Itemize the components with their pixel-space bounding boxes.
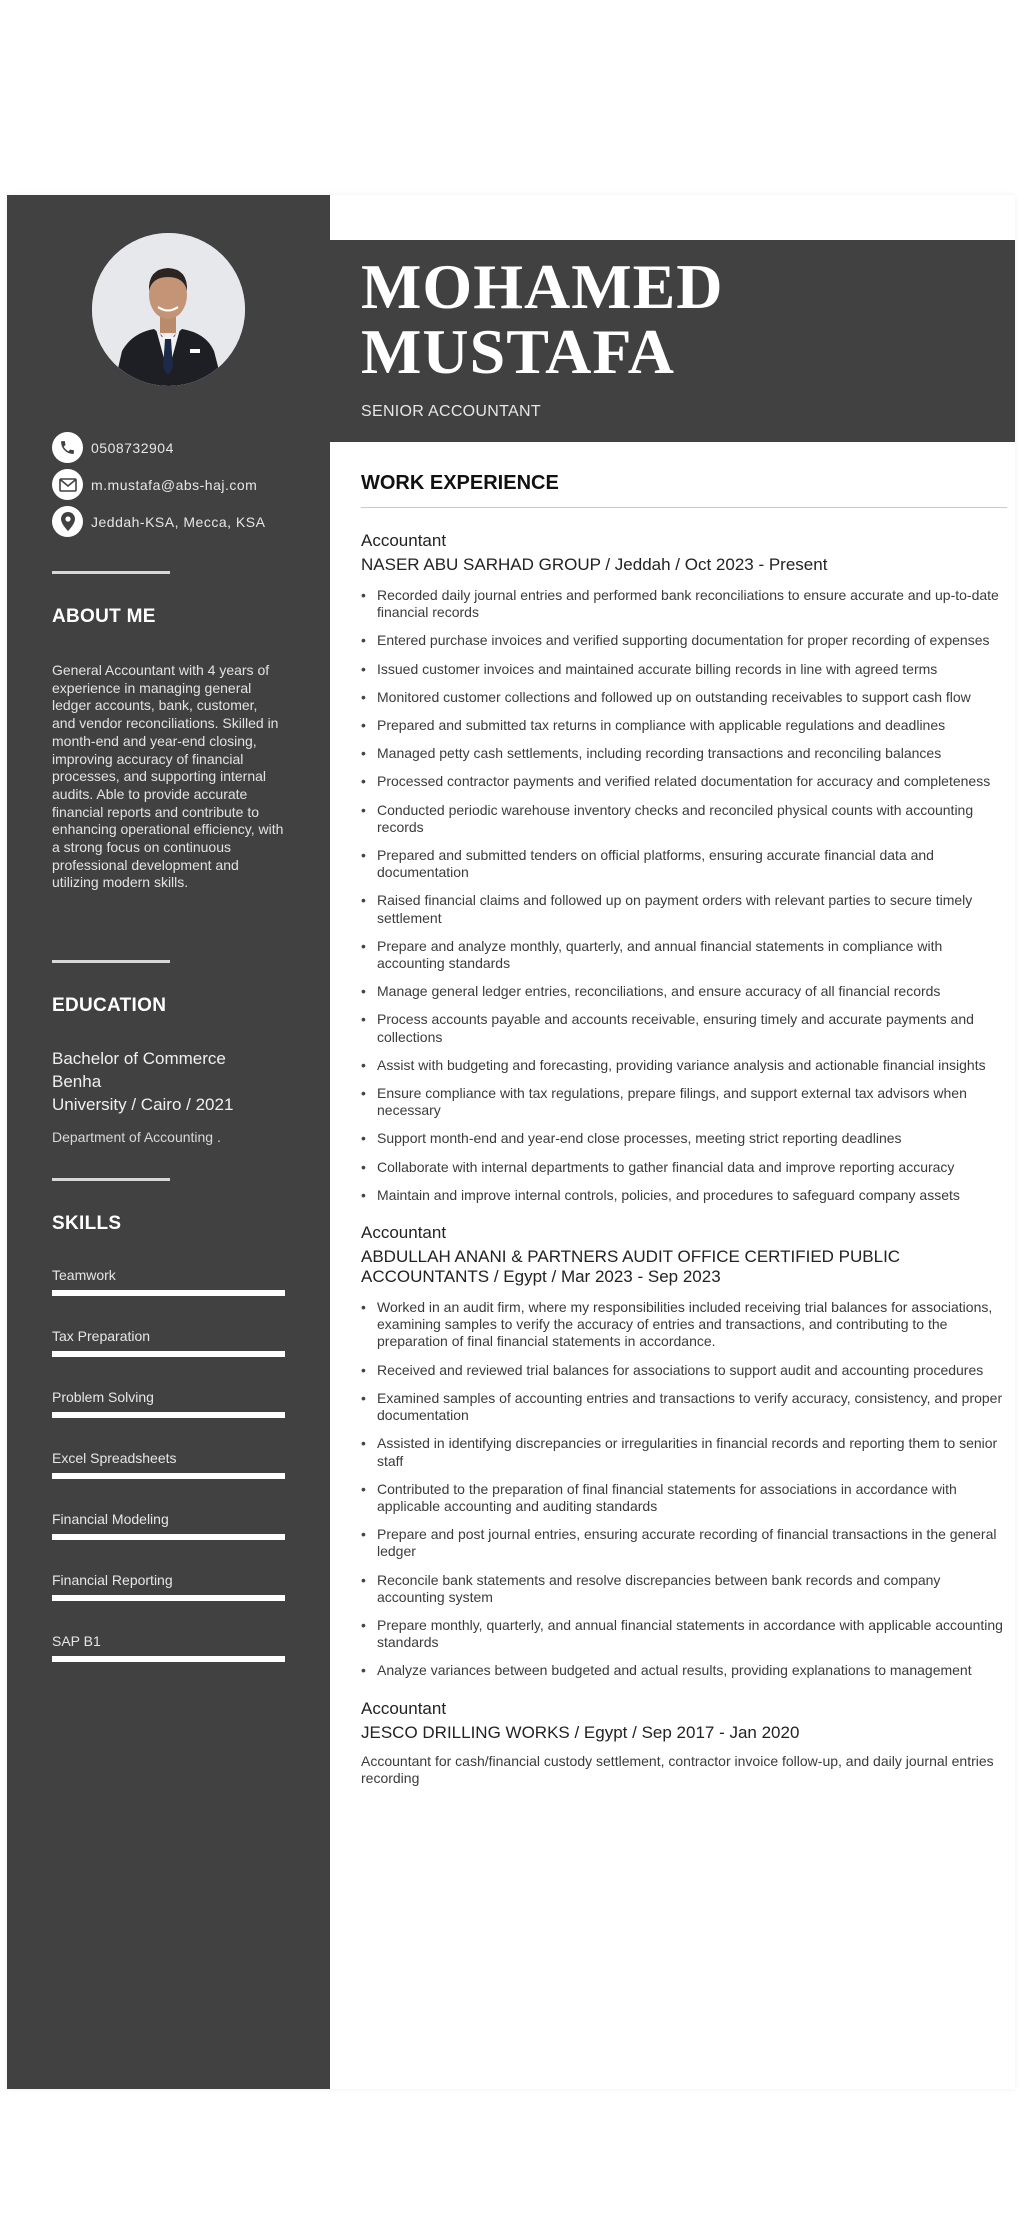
skill-bar [52, 1534, 285, 1540]
skill-bar [52, 1290, 285, 1296]
full-name [361, 251, 724, 387]
skill-name: SAP B1 [52, 1633, 101, 1649]
bullet-item: • Assisted in identifying discrepancies or irregularities in financial records and reporting them to senior staff [361, 1435, 1007, 1469]
job-role: Accountant [361, 1223, 447, 1243]
divider [52, 1178, 170, 1181]
bullet-item: • Ensure compliance with tax regulations, prepare filings, and support external tax advisors when necessary [361, 1085, 1007, 1119]
skill-bar [52, 1473, 285, 1479]
phone-icon [52, 432, 83, 463]
bullet-item: • Raised financial claims and followed up on payment orders with relevant parties to secure timely settlement [361, 892, 1007, 926]
job-entry [361, 1223, 1007, 1679]
job-role: Accountant [361, 531, 447, 550]
section-divider [361, 507, 1007, 508]
job-company: ABDULLAH ANANI & PARTNERS AUDIT OFFICE CERTIFIED PUBLIC ACCOUNTANTS / Egypt / Mar 2023 - Sep 2023 [361, 1247, 901, 1287]
job-role: Accountant [361, 1698, 447, 1718]
education-heading: EDUCATION [52, 995, 167, 1016]
bullet-item: • Conducted periodic warehouse inventory checks and reconciled physical counts with accounting records [361, 802, 1007, 836]
bullet-item: • Worked in an audit firm, where my responsibilities included receiving trial balances for associations, examining samples to verify the accuracy of entries and transactions, and contributing to the preparation of final financial statements in accordance. [361, 1299, 1007, 1351]
location-pin-icon [52, 506, 83, 537]
skill-bar [52, 1351, 285, 1357]
bullet-item: • Recorded daily journal entries and performed bank reconciliations to ensure accurate and up-to-date financial records [361, 587, 1007, 621]
about-text: General Accountant with 4 years of experience in managing general ledger accounts, bank, customer, and vendor reconciliations. Skilled in month-end and year-end closing, improving accuracy of financial processes, and supporting internal audits. Able to provide accurate financial reports and contribute to enhancing operational efficiency, with a strong focus on continuous professional development and utilizing modern skills. [52, 662, 284, 891]
skill-name: Problem Solving [52, 1389, 154, 1405]
education-school: Benha [52, 1072, 102, 1091]
last-name: MUSTAFA [361, 316, 675, 387]
bullet-item: • Prepare and analyze monthly, quarterly, and annual financial statements in compliance with accounting standards [361, 938, 1007, 972]
bullet-item: • Support month-end and year-end close processes, meeting strict reporting deadlines [361, 1130, 1007, 1147]
email-icon [52, 469, 83, 500]
work-experience-heading: WORK EXPERIENCE [361, 472, 559, 494]
bullet-item: • Prepared and submitted tax returns in compliance with applicable regulations and deadlines [361, 717, 1007, 734]
contact-text: Jeddah-KSA, Mecca, KSA [91, 513, 266, 530]
divider [52, 960, 170, 963]
bullet-item: • Reconcile bank statements and resolve discrepancies between bank records and company accounting system [361, 1572, 1007, 1606]
bullet-item: • Prepare monthly, quarterly, and annual financial statements in accordance with applicable accounting standards [361, 1617, 1007, 1651]
job-description: Accountant for cash/financial custody settlement, contractor invoice follow-up, and daily journal entries recording [361, 1752, 994, 1786]
bullet-item: • Prepared and submitted tenders on official platforms, ensuring accurate financial data and documentation [361, 847, 1007, 881]
work-experience-list [361, 531, 1007, 1806]
job-bullets [361, 1299, 1007, 1679]
bullet-item: • Analyze variances between budgeted and actual results, providing explanations to management [361, 1662, 1007, 1679]
contact-text: m.mustafa@abs-haj.com [91, 476, 258, 493]
job-company: JESCO DRILLING WORKS / Egypt / Sep 2017 - Jan 2020 [361, 1722, 800, 1742]
job-entry [361, 1699, 1007, 1787]
main-column [330, 195, 1015, 2089]
bullet-item: • Entered purchase invoices and verified supporting documentation for proper recording of expenses [361, 632, 1007, 649]
bullet-item: • Prepare and post journal entries, ensuring accurate recording of financial transactions in the general ledger [361, 1526, 1007, 1560]
bullet-item: • Manage general ledger entries, reconciliations, and ensure accuracy of all financial records [361, 983, 1007, 1000]
skill-name: Tax Preparation [52, 1328, 151, 1344]
job-title: SENIOR ACCOUNTANT [361, 403, 541, 420]
contact-email[interactable] [52, 469, 257, 500]
name-header [330, 240, 1015, 442]
education-location: University / Cairo / 2021 [52, 1095, 234, 1114]
contact-phone[interactable] [52, 432, 174, 463]
bullet-item: • Received and reviewed trial balances for associations to support audit and accounting procedures [361, 1362, 1007, 1379]
bullet-item: • Assist with budgeting and forecasting, providing variance analysis and actionable financial insights [361, 1057, 1007, 1074]
education-degree: Bachelor of Commerce [52, 1049, 226, 1068]
bullet-item: • Processed contractor payments and verified related documentation for accuracy and completeness [361, 773, 1007, 790]
job-entry [361, 531, 1007, 1204]
skill-name: Financial Modeling [52, 1511, 169, 1527]
skill-name: Financial Reporting [52, 1572, 173, 1588]
bullet-item: • Managed petty cash settlements, including recording transactions and reconciling balances [361, 745, 1007, 762]
bullet-item: • Maintain and improve internal controls, policies, and procedures to safeguard company assets [361, 1187, 1007, 1204]
skills-heading: SKILLS [52, 1213, 122, 1234]
job-bullets [361, 587, 1007, 1204]
bullet-item: • Collaborate with internal departments to gather financial data and improve reporting accuracy [361, 1159, 1007, 1176]
skill-name: Excel Spreadsheets [52, 1450, 177, 1466]
bullet-item: • Monitored customer collections and followed up on outstanding receivables to support cash flow [361, 689, 1007, 706]
bullet-item: • Process accounts payable and accounts receivable, ensuring timely and accurate payments and collections [361, 1011, 1007, 1045]
skill-name: Teamwork [52, 1267, 116, 1283]
education-department: Department of Accounting . [52, 1129, 221, 1145]
profile-photo [92, 233, 245, 386]
contact-text: 0508732904 [91, 439, 174, 456]
skill-bar [52, 1412, 285, 1418]
bullet-item: • Contributed to the preparation of final financial statements for associations in accordance with applicable accounting and auditing standards [361, 1481, 1007, 1515]
sidebar [7, 195, 330, 2089]
first-name: MOHAMED [361, 251, 724, 322]
job-company: NASER ABU SARHAD GROUP / Jeddah / Oct 2023 - Present [361, 555, 828, 574]
bullet-item: • Issued customer invoices and maintained accurate billing records in line with agreed terms [361, 661, 1007, 678]
skill-bar [52, 1595, 285, 1601]
skill-bar [52, 1656, 285, 1662]
bullet-item: • Examined samples of accounting entries and transactions to verify accuracy, consistency, and proper documentation [361, 1390, 1007, 1424]
resume-page [7, 195, 1015, 2089]
contact-location [52, 506, 265, 537]
about-heading: ABOUT ME [52, 606, 156, 627]
divider [52, 571, 170, 574]
